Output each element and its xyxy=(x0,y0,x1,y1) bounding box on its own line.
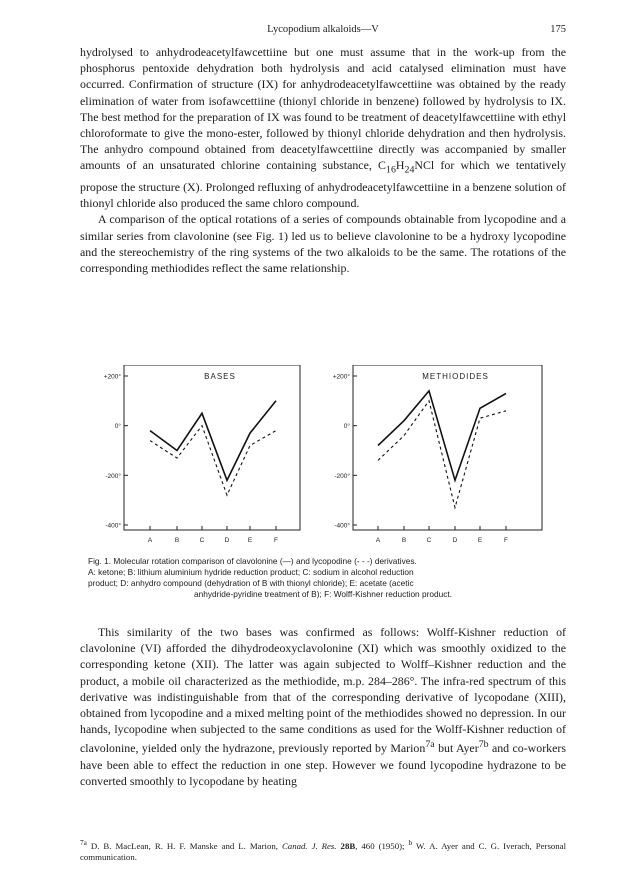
y-tick-label: -400° xyxy=(105,522,121,530)
y-tick-label: -400° xyxy=(334,522,350,530)
body-text-top xyxy=(80,44,566,276)
running-header xyxy=(80,24,566,40)
x-tick-label: D xyxy=(224,537,230,544)
x-tick-label: F xyxy=(504,537,508,544)
figure-1-chart xyxy=(80,365,566,551)
x-tick-label: B xyxy=(174,537,180,544)
paragraph: This similarity of the two bases was confirmed as follows: Wolff-Kishner reduction of clavolonine (VI) afforded the dihydrodeoxyclavolonine (XI) which was smoothly oxidized to the corresponding ketone (XII). The latter was again subjected to Wolff–Kishner reduction and the product, a mobile oil characterized as the methiodide, m.p. 284–286°. The infra-red spectrum of this derivative was indistinguishable from that of the corresponding derivative of lycopodane (XIII), obtained from lycopodine and a mixed melting point of the methiodides showed no depression. In our hands, lycopodine when subjected to the same conditions as used for the Wolff-Kishner reduction of clavolonine, yielded only the hydrazone, previously reported by Marion$^{7a}$ but Ayer$^{7b}$ and co-workers have been able to effect the reduction in one step. However we found lycopodine hydrazone to be converted smoothly to lycopodane by heating xyxy=(80,625,566,788)
series-line-lycopodine xyxy=(378,401,506,508)
figure-caption xyxy=(88,556,558,600)
x-tick-label: A xyxy=(147,537,153,544)
paragraph-text: hydrolysed to anhydrodeacetylfawcettiine but one must assume that in the work-up from the phosphorus pentoxide dehydration both hydrolysis and acid catalysed elimination must have occurred. Confirmation of structure (IX) for anhydrodeacetylfawcettiine was obtained by the ready elimination of water from isofawcettiine (thionyl chloride in benzene) followed by hydrolysis to IX. The best method for the preparation of IX was found to be treatment of deacetylfawcettiine with ethyl chloroformate to give the mono-ester, followed by thionyl chloride dehydration and then hydrolysis. The anhydro compound obtained from deacetylfawcettiine directly was accompanied by smaller amounts of an unsaturated chlorine containing substance, xyxy=(80,45,566,173)
panel-title: BASES xyxy=(204,372,236,381)
x-tick-label: D xyxy=(452,537,458,544)
series-line-clavolonine xyxy=(378,391,506,480)
y-tick-label: 0° xyxy=(343,423,350,431)
x-tick-label: C xyxy=(426,537,432,544)
reference-marker: 7a xyxy=(425,739,435,751)
x-tick-label: B xyxy=(401,537,407,544)
x-tick-label: C xyxy=(199,537,205,544)
series-line-lycopodine xyxy=(150,426,276,496)
paragraph xyxy=(80,44,566,211)
plot-frame xyxy=(124,365,300,530)
paragraph-text: NCl for which we tentatively propose the structure (X). Prolonged refluxing of anhydrodeacetylfawcettiine in a benzene solution of thionyl chloride also produced the same chloro compound. xyxy=(80,158,567,211)
running-title: Lycopodium alkaloids—V xyxy=(267,24,379,35)
footnote-marker: 7a xyxy=(80,838,87,847)
figure-1 xyxy=(80,365,566,551)
footnote-marker: b xyxy=(408,838,413,847)
caption-line: anhydride-pyridine treatment of B); F: Wolff-Kishner reduction product. xyxy=(194,589,452,599)
reference-marker: 7b xyxy=(478,739,489,751)
x-tick-label: A xyxy=(375,537,381,544)
caption-line: Fig. 1. Molecular rotation comparison of clavolonine (—) and lycopodine (- - -) derivatives. xyxy=(88,556,417,566)
series-line-clavolonine xyxy=(150,401,276,481)
footnote: $^{7a}$ D. B. MacLean, R. H. F. Manske and L. Marion, Canad. J. Res. 28B, 460 (1950); $^b$ W. A. Ayer and C. G. Iverach, Personal communication. xyxy=(80,838,567,862)
y-tick-label: +200° xyxy=(103,373,121,381)
y-tick-label: -200° xyxy=(334,472,350,480)
journal-name: Canad. J. Res. xyxy=(281,840,337,851)
page-number: 175 xyxy=(550,24,566,35)
x-tick-label: E xyxy=(477,537,483,544)
y-tick-label: -200° xyxy=(105,472,121,480)
plot-frame xyxy=(353,365,542,530)
body-text-bottom xyxy=(80,624,566,789)
caption-line: A: ketone; B: lithium aluminium hydride reduction product; C: sodium in alcohol reduction xyxy=(88,567,414,577)
y-tick-label: 0° xyxy=(114,423,121,431)
formula: $C_{16}H_{24}$ xyxy=(378,158,415,176)
x-tick-label: F xyxy=(274,537,278,544)
journal-volume: 28B xyxy=(336,840,356,851)
y-tick-label: +200° xyxy=(332,373,350,381)
panel-title: METHIODIDES xyxy=(422,372,489,381)
caption-line: product; D: anhydro compound (dehydration of B with thionyl chloride); E: acetate (acetic xyxy=(88,578,414,588)
x-tick-label: E xyxy=(247,537,253,544)
paragraph: A comparison of the optical rotations of a series of compounds obtainable from lycopodine and a similar series from clavolonine (see Fig. 1) led us to believe clavolonine to be a hydroxy lycopodine and the stereochemistry of the ring systems of the two alkaloids to be the same. The rotations of the corresponding methiodides reflect the same relationship. xyxy=(80,212,566,276)
